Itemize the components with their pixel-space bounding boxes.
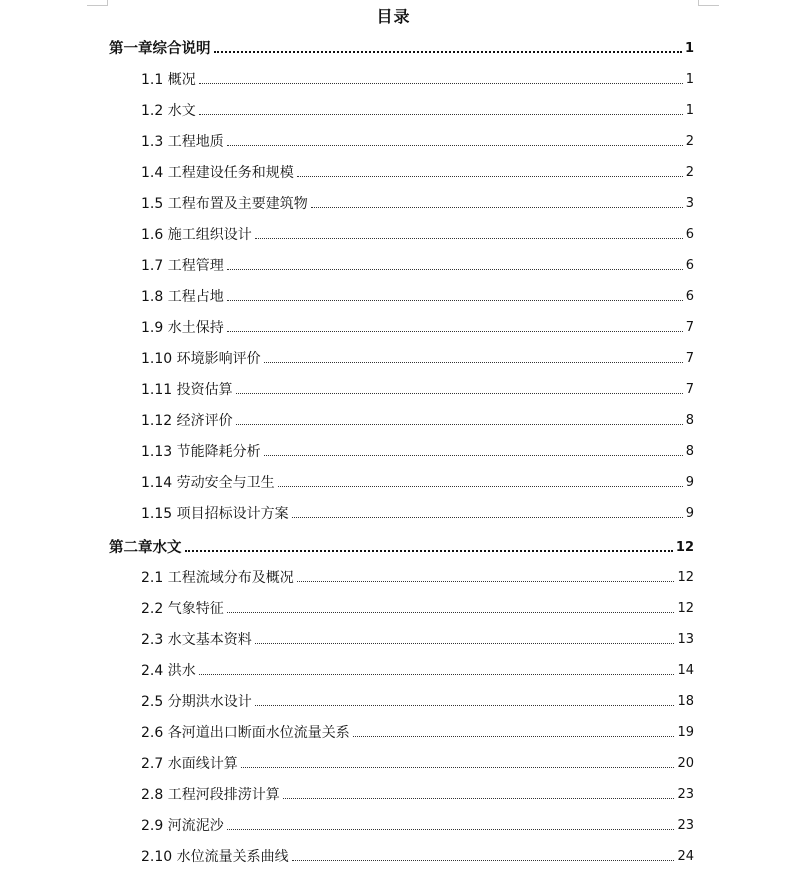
toc-page-number: 8	[685, 413, 694, 428]
toc-dot-leader	[292, 860, 675, 861]
toc-page-number: 20	[677, 756, 694, 771]
toc-dot-leader	[278, 486, 683, 487]
toc-entry-label: 1.6 施工组织设计	[141, 227, 252, 243]
toc-entry-label: 1.2 水文	[141, 103, 196, 119]
toc-section-entry[interactable]	[0, 315, 694, 337]
toc-section-entry[interactable]	[0, 284, 694, 306]
toc-entry-label: 1.10 环境影响评价	[141, 351, 261, 367]
toc-dot-leader	[227, 829, 675, 830]
toc-page-number: 7	[685, 382, 694, 397]
toc-page-number: 14	[677, 663, 694, 678]
toc-section-entry[interactable]	[0, 720, 694, 742]
toc-dot-leader	[199, 83, 683, 84]
toc-page-number: 1	[684, 41, 694, 56]
toc-page-number: 7	[685, 351, 694, 366]
toc-section-entry[interactable]	[0, 813, 694, 835]
toc-entry-label: 1.11 投资估算	[141, 382, 233, 398]
toc-section-entry[interactable]	[0, 844, 694, 866]
toc-entry-label: 1.5 工程布置及主要建筑物	[141, 196, 308, 212]
toc-page-number: 7	[685, 320, 694, 335]
toc-page-number: 13	[677, 632, 694, 647]
toc-dot-leader	[227, 612, 675, 613]
toc-dot-leader	[227, 331, 683, 332]
toc-dot-leader	[255, 643, 675, 644]
toc-dot-leader	[292, 517, 683, 518]
toc-entry-label: 第一章综合说明	[109, 41, 211, 57]
toc-entry-label: 1.9 水土保持	[141, 320, 224, 336]
toc-page-number: 12	[677, 570, 694, 585]
toc-section-entry[interactable]	[0, 377, 694, 399]
toc-section-entry[interactable]	[0, 408, 694, 430]
toc-page-number: 8	[685, 444, 694, 459]
toc-entry-label: 1.12 经济评价	[141, 413, 233, 429]
toc-entry-label: 2.1 工程流域分布及概况	[141, 570, 294, 586]
toc-entry-label: 2.2 气象特征	[141, 601, 224, 617]
toc-page-number: 2	[685, 134, 694, 149]
toc-dot-leader	[241, 767, 675, 768]
toc-entry-label: 2.9 河流泥沙	[141, 818, 224, 834]
toc-dot-leader	[311, 207, 683, 208]
toc-section-entry[interactable]	[0, 470, 694, 492]
toc-dot-leader	[227, 145, 683, 146]
toc-section-entry[interactable]	[0, 565, 694, 587]
toc-dot-leader	[236, 393, 683, 394]
toc-dot-leader	[199, 674, 675, 675]
toc-dot-leader	[283, 798, 675, 799]
toc-chapter-entry[interactable]	[0, 535, 694, 557]
toc-dot-leader	[264, 362, 683, 363]
toc-page-number: 9	[685, 506, 694, 521]
toc-page-number: 3	[685, 196, 694, 211]
toc-entry-label: 2.3 水文基本资料	[141, 632, 252, 648]
toc-section-entry[interactable]	[0, 501, 694, 523]
toc-section-entry[interactable]	[0, 98, 694, 120]
toc-section-entry[interactable]	[0, 191, 694, 213]
toc-dot-leader	[264, 455, 683, 456]
toc-entry-label: 1.13 节能降耗分析	[141, 444, 261, 460]
toc-entry-label: 2.8 工程河段排涝计算	[141, 787, 280, 803]
toc-dot-leader	[227, 300, 683, 301]
toc-entry-label: 1.3 工程地质	[141, 134, 224, 150]
toc-section-entry[interactable]	[0, 129, 694, 151]
toc-dot-leader	[185, 550, 673, 552]
toc-page-number: 1	[685, 72, 694, 87]
toc-entry-label: 1.15 项目招标设计方案	[141, 506, 289, 522]
toc-section-entry[interactable]	[0, 439, 694, 461]
toc-entry-label: 第二章水文	[109, 540, 182, 556]
toc-page-number: 12	[677, 601, 694, 616]
toc-section-entry[interactable]	[0, 67, 694, 89]
toc-page-number: 24	[677, 849, 694, 864]
toc-page-number: 1	[685, 103, 694, 118]
toc-dot-leader	[297, 581, 675, 582]
toc-entry-label: 2.10 水位流量关系曲线	[141, 849, 289, 865]
toc-dot-leader	[236, 424, 683, 425]
toc-chapter-entry[interactable]	[0, 36, 694, 58]
toc-dot-leader	[214, 51, 682, 53]
toc-page-number: 9	[685, 475, 694, 490]
toc-page-number: 6	[685, 258, 694, 273]
toc-entry-label: 2.7 水面线计算	[141, 756, 238, 772]
toc-section-entry[interactable]	[0, 160, 694, 182]
toc-entry-label: 2.4 洪水	[141, 663, 196, 679]
toc-dot-leader	[353, 736, 675, 737]
toc-section-entry[interactable]	[0, 596, 694, 618]
toc-section-entry[interactable]	[0, 346, 694, 368]
toc-entry-label: 2.5 分期洪水设计	[141, 694, 252, 710]
toc-entry-label: 1.7 工程管理	[141, 258, 224, 274]
toc-entry-label: 2.6 各河道出口断面水位流量关系	[141, 725, 350, 741]
toc-entry-label: 1.14 劳动安全与卫生	[141, 475, 275, 491]
toc-section-entry[interactable]	[0, 658, 694, 680]
toc-dot-leader	[199, 114, 683, 115]
toc-page-number: 19	[677, 725, 694, 740]
toc-entry-label: 1.1 概况	[141, 72, 196, 88]
toc-dot-leader	[255, 705, 675, 706]
toc-section-entry[interactable]	[0, 782, 694, 804]
toc-section-entry[interactable]	[0, 253, 694, 275]
toc-section-entry[interactable]	[0, 627, 694, 649]
toc-title: 目录	[376, 7, 411, 26]
toc-section-entry[interactable]	[0, 222, 694, 244]
toc-page-number: 12	[675, 540, 694, 555]
toc-page-number: 2	[685, 165, 694, 180]
toc-page-number: 23	[677, 818, 694, 833]
toc-dot-leader	[297, 176, 683, 177]
toc-page-number: 6	[685, 227, 694, 242]
toc-entry-label: 1.4 工程建设任务和规模	[141, 165, 294, 181]
toc-dot-leader	[227, 269, 683, 270]
toc-entry-label: 1.8 工程占地	[141, 289, 224, 305]
toc-page-number: 6	[685, 289, 694, 304]
toc-section-entry[interactable]	[0, 689, 694, 711]
toc-dot-leader	[255, 238, 683, 239]
toc-page-number: 18	[677, 694, 694, 709]
toc-section-entry[interactable]	[0, 751, 694, 773]
toc-page-number: 23	[677, 787, 694, 802]
